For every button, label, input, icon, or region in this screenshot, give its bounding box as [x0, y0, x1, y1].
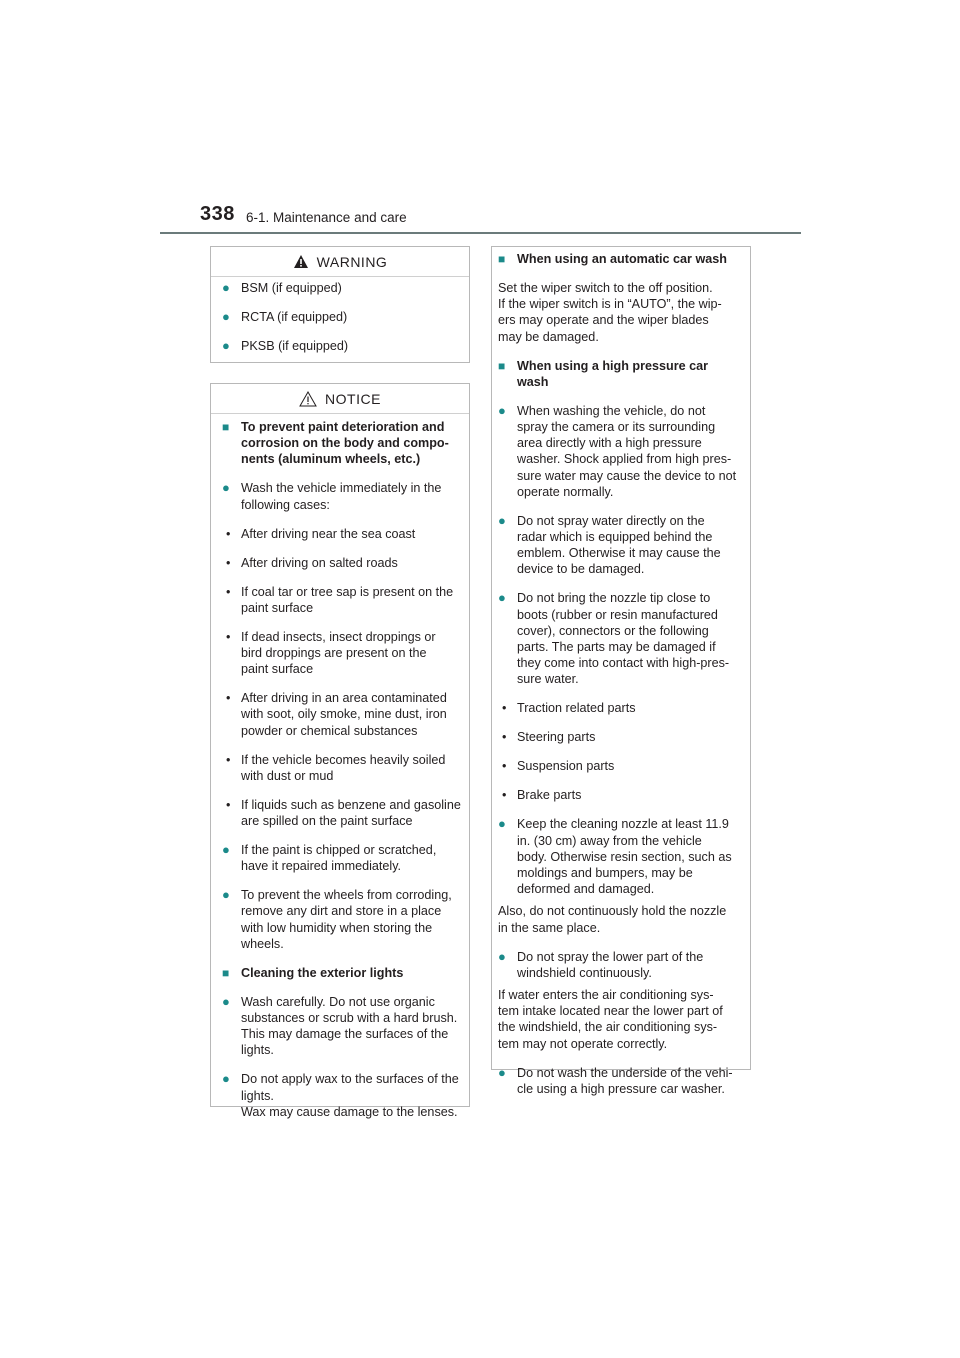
- item-underside: ● Do not wash the underside of the vehi- cle using a high pressure car washer.: [498, 1064, 733, 1096]
- warning-item-rcta: ● RCTA (if equipped): [222, 309, 348, 324]
- heading-high-pressure-car-wash: ■ When using a high pressure car wash: [498, 358, 709, 389]
- warning-item-bsm: ● BSM (if equipped): [222, 280, 342, 295]
- bullet-circle-icon: ●: [498, 1064, 506, 1080]
- notice-case-item: • If dead insects, insect droppings or bird droppings are present on the paint surface: [222, 629, 461, 678]
- notice-item-wheels: ● To prevent the wheels from corroding, remove any dirt and store in a place with low humidity when storing the wheels.: [222, 887, 452, 951]
- hold-text: Also, do not continuously hold the nozzle in the same place.: [498, 904, 727, 935]
- bullet-circle-icon: ●: [222, 1071, 230, 1087]
- notice-header: [211, 384, 469, 414]
- item-radar: ● Do not spray water directly on the radar which is equipped behind the emblem. Otherwise it may cause the device to be damaged.: [498, 512, 721, 577]
- bullet-dot-icon: •: [502, 759, 507, 774]
- bullet-circle-icon: ●: [222, 280, 230, 295]
- bullet-square-icon: ■: [222, 965, 230, 980]
- bullet-dot-icon: •: [226, 691, 231, 706]
- warning-title: WARNING: [316, 253, 388, 270]
- bullet-circle-icon: ●: [222, 993, 230, 1009]
- part-item: • Brake parts: [498, 787, 742, 803]
- bullet-circle-icon: ●: [498, 948, 506, 964]
- notice-heading-paint: ■ To prevent paint deterioration and corrosion on the body and compo- nents (aluminum wheels, etc.): [222, 420, 449, 467]
- bullet-circle-icon: ●: [222, 309, 230, 324]
- notice-case-item: • If the vehicle becomes heavily soiled with dust or mud: [222, 752, 461, 784]
- notice-item-no-wax: ● Do not apply wax to the surfaces of the lights. Wax may cause damage to the lenses.: [222, 1071, 459, 1119]
- bullet-circle-icon: ●: [222, 887, 230, 903]
- item-nozzle: ● Do not bring the nozzle tip close to boots (rubber or resin manufactured cover), connectors or the following parts. The parts may be damaged if they come into contact with high-pres- sure water.: [498, 590, 730, 687]
- item-camera: ● When washing the vehicle, do not spray the camera or its surrounding area directly with a high pressure washer. Shock applied from high pres- sure water may cause the device to not operate normally.: [498, 402, 737, 499]
- page-number: 338: [200, 203, 235, 225]
- warning-item-pksb: ● PKSB (if equipped): [222, 338, 349, 353]
- notice-item-wash-carefully: ● Wash carefully. Do not use organic substances or scrub with a hard brush. This may damage the surfaces of the lights.: [222, 993, 458, 1058]
- warning-triangle-icon: [293, 254, 309, 269]
- bullet-dot-icon: •: [226, 629, 231, 644]
- part-item: • Suspension parts: [498, 758, 742, 774]
- notice-item-wash-immediately: ● Wash the vehicle immediately in the following cases:: [222, 480, 442, 512]
- automatic-wash-text: Set the wiper switch to the off position. If the wiper switch is in “AUTO”, the wip- ers may operate and the wiper blades may be damaged.: [498, 281, 722, 344]
- part-item: • Steering parts: [498, 729, 742, 745]
- warning-box: [210, 246, 470, 363]
- notice-case-item: • After driving near the sea coast: [222, 526, 461, 542]
- bullet-dot-icon: •: [226, 555, 231, 570]
- notice-case-item: • After driving in an area contaminated with soot, oily smoke, mine dust, iron powder or chemical substances: [222, 690, 461, 739]
- bullet-dot-icon: •: [226, 752, 231, 767]
- notice-case-item: • After driving on salted roads: [222, 555, 461, 571]
- notice-heading-lights: ■ Cleaning the exterior lights: [222, 965, 404, 980]
- bullet-circle-icon: ●: [222, 338, 230, 353]
- item-windshield: ● Do not spray the lower part of the windshield continuously.: [498, 948, 704, 980]
- header-rule: [160, 232, 801, 234]
- item-distance: ● Keep the cleaning nozzle at least 11.9 in. (30 cm) away from the vehicle body. Otherwise resin section, such as moldings and bumpers, may be deformed and damaged.: [498, 816, 732, 897]
- bullet-circle-icon: ●: [222, 842, 230, 858]
- caution-triangle-icon: [299, 391, 317, 407]
- notice-item-chipped: ● If the paint is chipped or scratched, have it repaired immediately.: [222, 842, 437, 874]
- bullet-square-icon: ■: [222, 420, 230, 434]
- car-wash-box: [491, 246, 751, 1096]
- bullet-dot-icon: •: [226, 797, 231, 812]
- bullet-circle-icon: ●: [222, 480, 230, 496]
- bullet-dot-icon: •: [502, 788, 507, 803]
- notice-title: NOTICE: [325, 390, 381, 407]
- notice-case-item: • If liquids such as benzene and gasoline are spilled on the paint surface: [222, 797, 461, 829]
- aircon-text: If water enters the air conditioning sys- tem intake located near the lower part of the windshield, the air conditioning sys- tem may not operate correctly.: [498, 988, 723, 1051]
- bullet-dot-icon: •: [502, 730, 507, 745]
- bullet-square-icon: ■: [498, 252, 506, 266]
- section-title: 6-1. Maintenance and care: [246, 210, 407, 225]
- bullet-circle-icon: ●: [498, 512, 506, 528]
- notice-case-item: • If coal tar or tree sap is present on the paint surface: [222, 584, 461, 616]
- heading-automatic-car-wash: ■ When using an automatic car wash: [498, 252, 727, 266]
- bullet-dot-icon: •: [226, 584, 231, 599]
- bullet-circle-icon: ●: [498, 816, 506, 832]
- bullet-circle-icon: ●: [498, 590, 506, 606]
- bullet-square-icon: ■: [498, 358, 506, 373]
- part-item: • Traction related parts: [498, 700, 742, 716]
- bullet-dot-icon: •: [226, 526, 231, 541]
- bullet-circle-icon: ●: [498, 402, 506, 418]
- warning-header: [211, 247, 469, 277]
- notice-box: [210, 383, 470, 1119]
- bullet-dot-icon: •: [502, 701, 507, 716]
